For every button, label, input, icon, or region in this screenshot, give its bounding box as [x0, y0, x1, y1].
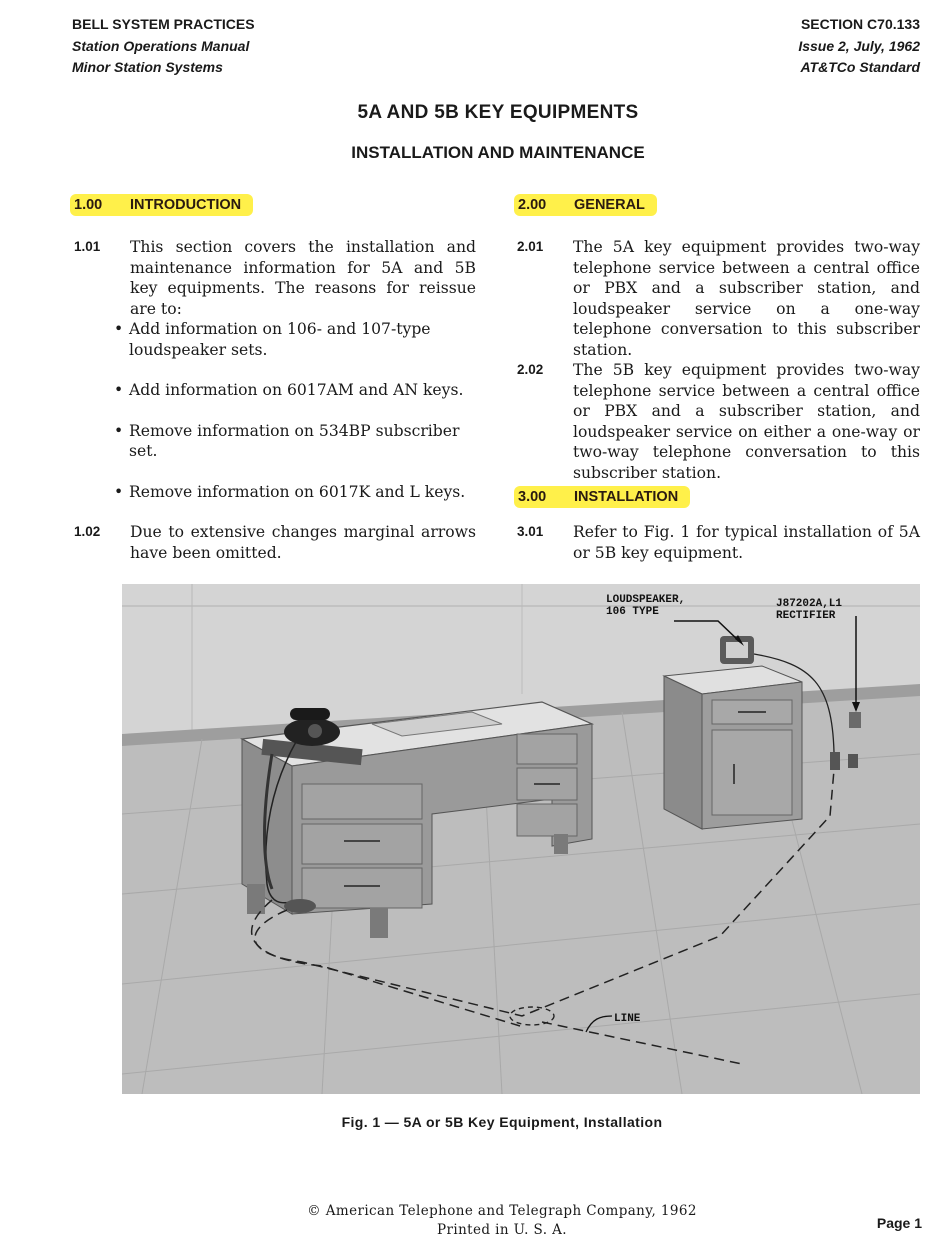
paragraph-number: 3.01	[517, 524, 544, 539]
header-manual: Station Operations Manual	[72, 37, 250, 54]
page-title: 5A AND 5B KEY EQUIPMENTS	[357, 102, 639, 123]
paragraph-text: Refer to Fig. 1 for typical installation of 5A or 5B key equipment.	[573, 523, 920, 562]
rectifier	[849, 712, 861, 728]
foot-switch	[284, 899, 316, 913]
outlet	[830, 752, 840, 770]
paragraph-text: The 5B key equipment provides two-way telephone service between a central office or PBX and a subscriber station, and loudspeaker service on either a one-way or two-way telephone conversation to this subscriber station.	[573, 361, 920, 482]
line-label: LINE	[614, 1013, 641, 1025]
paragraph-2-02	[517, 360, 920, 483]
paragraph-3-01	[517, 522, 920, 563]
section-number: 1.00	[74, 197, 103, 213]
paragraph-number: 2.01	[517, 239, 544, 254]
section-number: 2.00	[518, 197, 547, 213]
installation-figure	[122, 584, 920, 1094]
header-issue: Issue 2, July, 1962	[798, 37, 920, 54]
printed-in: Printed in U. S. A.	[437, 1222, 567, 1238]
section-title: INTRODUCTION	[130, 197, 242, 213]
outlet	[848, 754, 858, 768]
footer	[0, 1202, 950, 1240]
page-subtitle: INSTALLATION AND MAINTENANCE	[351, 143, 645, 162]
header-standard: AT&TCo Standard	[800, 59, 920, 75]
rectifier-label-line2: RECTIFIER	[776, 610, 836, 622]
header-left	[72, 14, 255, 79]
section-number: 3.00	[518, 489, 547, 505]
paragraph-1-02	[74, 522, 476, 563]
section-title: INSTALLATION	[574, 489, 679, 505]
reissue-reasons-list	[112, 319, 478, 522]
paragraph-2-01	[517, 237, 920, 360]
paragraph-text: This section covers the installation and maintenance information for 5A and 5B key equipments. The reasons for reissue are to:	[130, 238, 476, 318]
list-item: • Remove information on 6017K and L keys.	[112, 482, 478, 503]
copyright: © American Telephone and Telegraph Company, 1962	[307, 1203, 697, 1219]
section-general-heading	[514, 197, 657, 213]
list-item: • Remove information on 534BP subscriber set.	[112, 421, 478, 462]
paragraph-number: 1.02	[74, 524, 101, 539]
paragraph-number: 2.02	[517, 362, 544, 377]
header-right	[798, 14, 920, 79]
section-title: GENERAL	[574, 197, 645, 213]
header-section: SECTION C70.133	[800, 16, 920, 32]
page-number: Page 1	[876, 1215, 922, 1231]
paragraph-text: Due to extensive changes marginal arrows have been omitted.	[130, 523, 476, 562]
header-practices: BELL SYSTEM PRACTICES	[72, 16, 255, 32]
loudspeaker-label-line1: LOUDSPEAKER,	[606, 594, 686, 606]
paragraph-number: 1.01	[74, 239, 101, 254]
paragraph-1-01	[74, 237, 476, 319]
cabinet	[664, 666, 802, 829]
list-item: • Add information on 6017AM and AN keys.	[112, 380, 478, 401]
section-introduction-heading	[70, 197, 253, 213]
installation-illustration	[122, 584, 920, 1094]
rectifier-label-line1: J87202A,L1	[776, 598, 843, 610]
header-systems: Minor Station Systems	[72, 59, 223, 75]
figure-caption: Fig. 1 — 5A or 5B Key Equipment, Installation	[341, 1114, 663, 1130]
list-item: • Add information on 106- and 107-type loudspeaker sets.	[112, 319, 478, 360]
loudspeaker-label-line2: 106 TYPE	[606, 606, 659, 618]
paragraph-text: The 5A key equipment provides two-way telephone service between a central office or PBX and a subscriber station, and loudspeaker service on a one-way telephone conversation to this subscriber station.	[573, 238, 920, 359]
section-installation-heading	[514, 489, 690, 505]
